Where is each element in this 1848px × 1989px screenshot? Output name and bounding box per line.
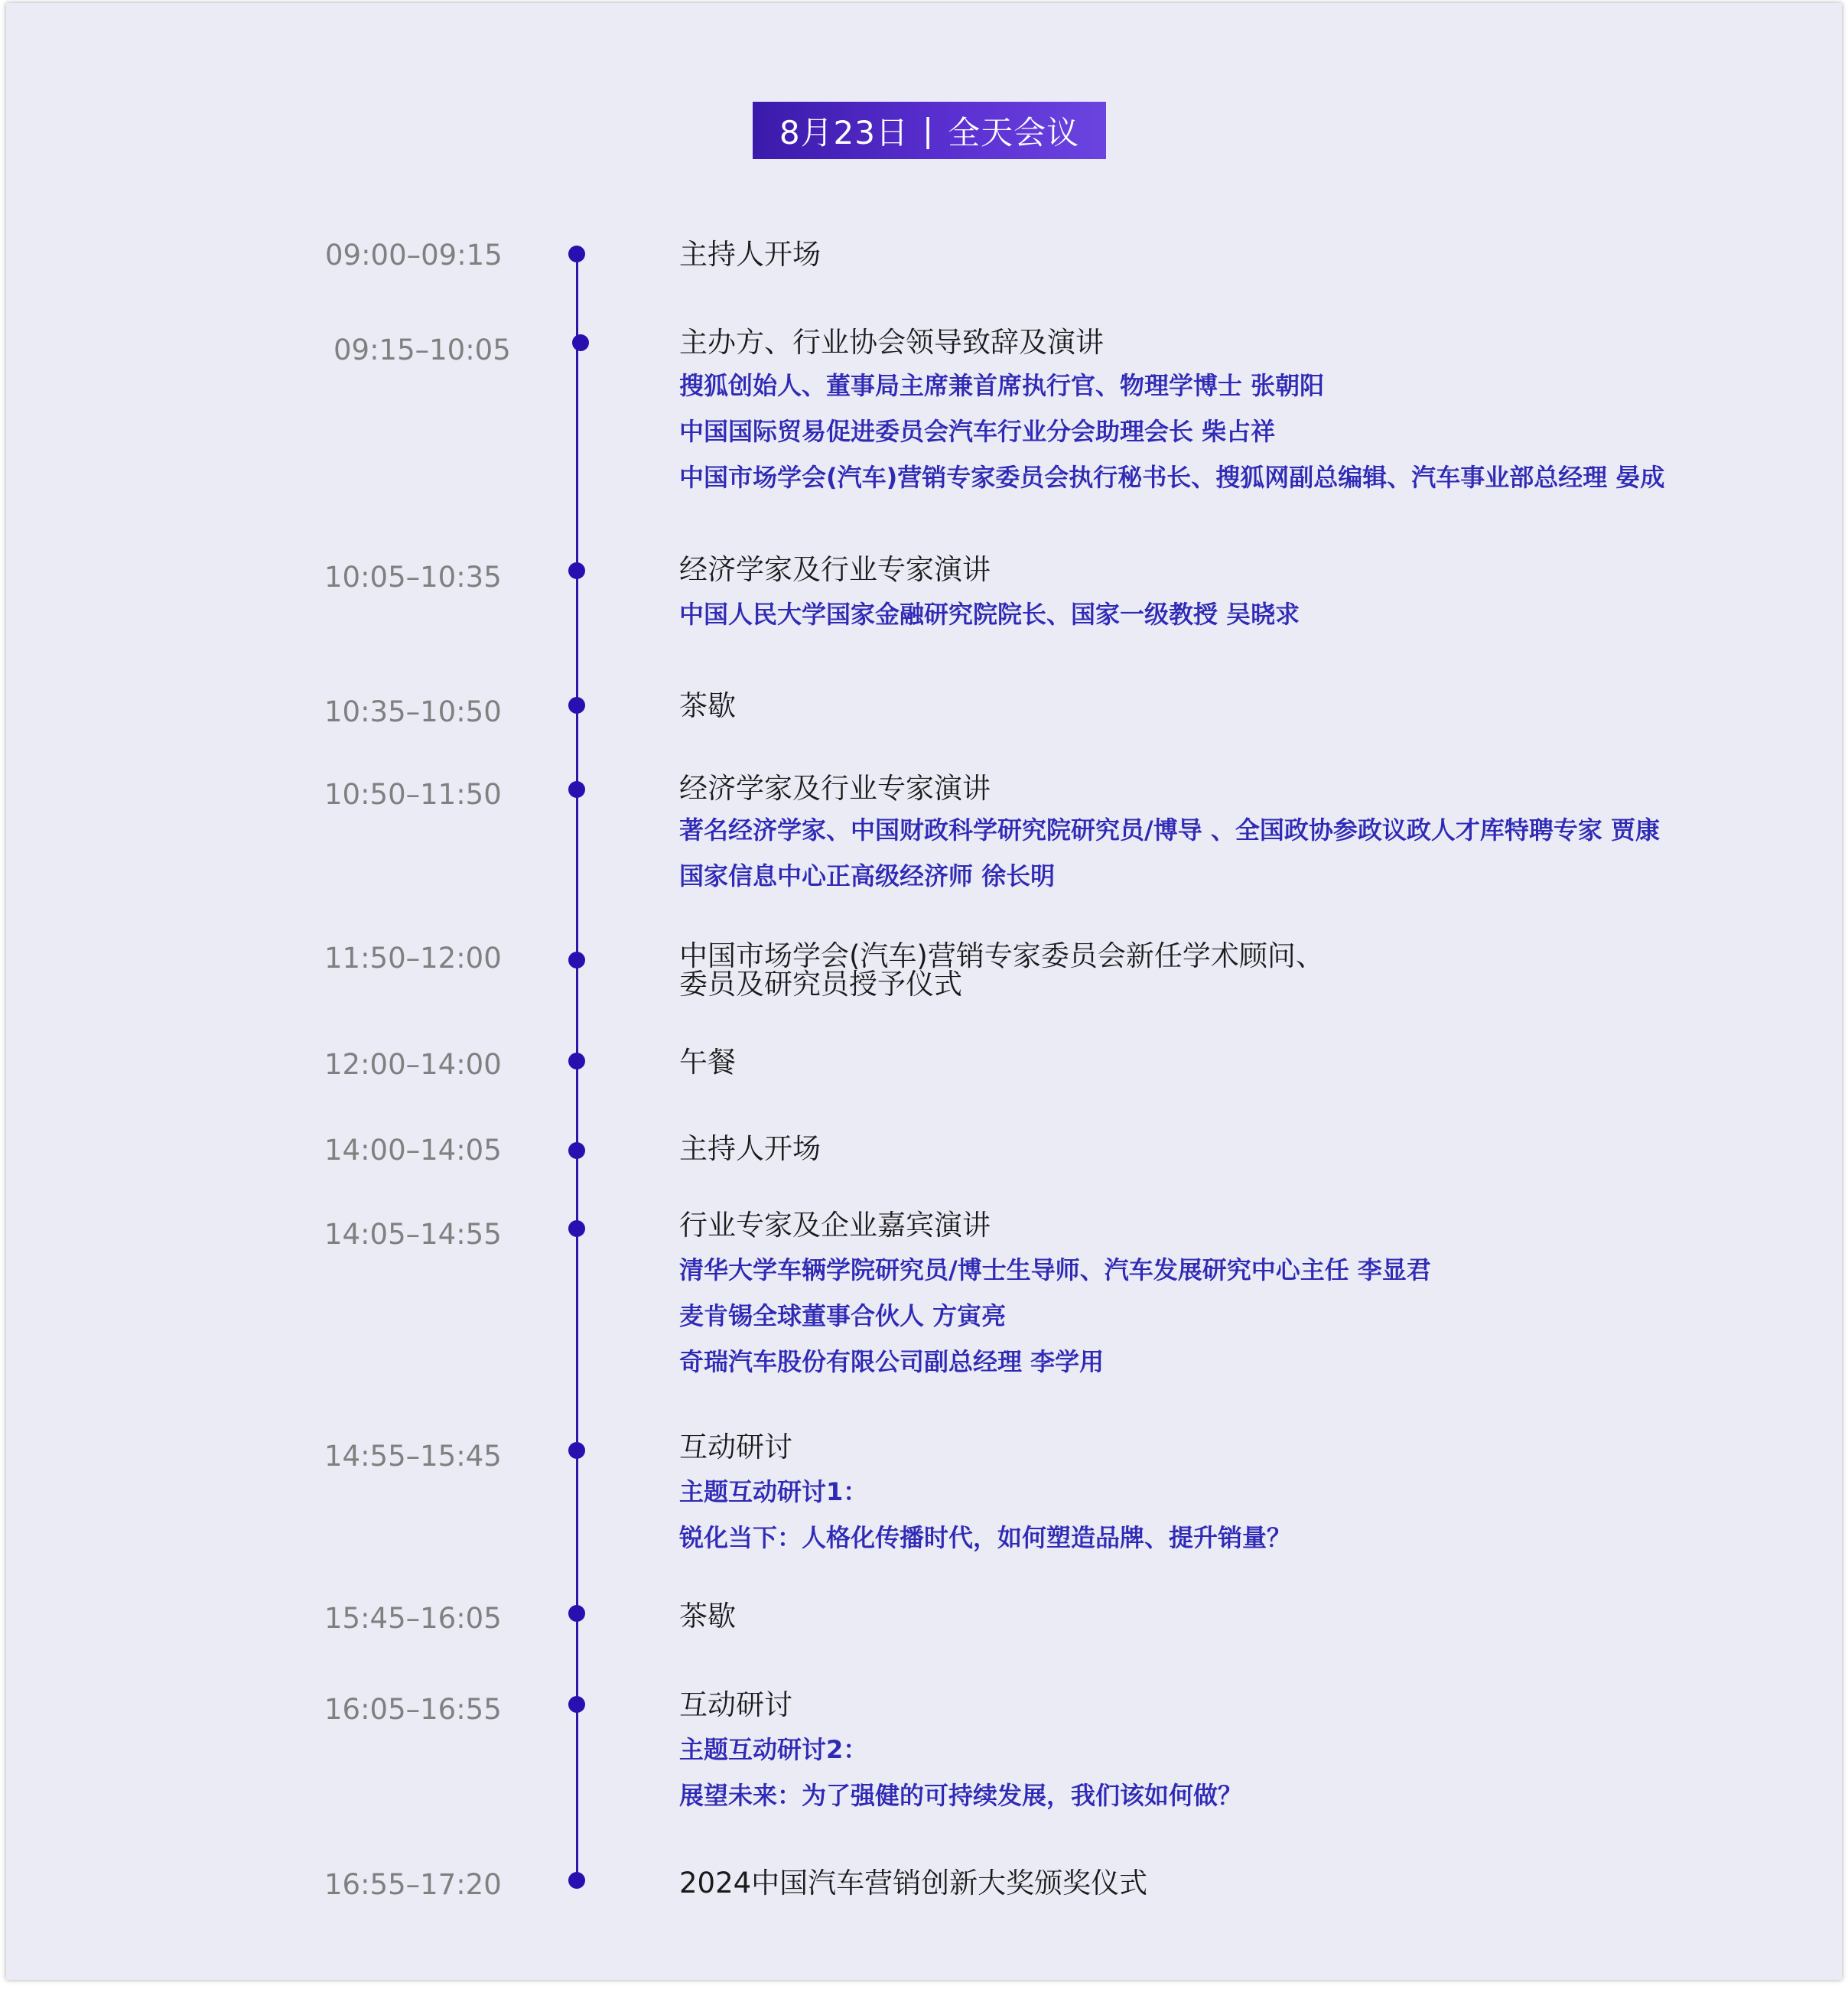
speaker-line: 主题互动研讨2： [679, 1735, 868, 1765]
banner-separator: | [922, 112, 935, 149]
session-title: 主办方、行业协会领导致辞及演讲 [679, 326, 1104, 359]
timeline-dot [572, 334, 589, 351]
session-title: 经济学家及行业专家演讲 [679, 553, 991, 586]
speaker-line: 著名经济学家、中国财政科学研究院研究员/博导 、全国政协参政议政人才库特聘专家 贾康 [679, 815, 1660, 845]
session-block [679, 327, 1781, 500]
session-block [679, 1431, 1781, 1561]
timeline-dot [568, 1220, 585, 1237]
session-title: 互动研讨 [679, 1688, 792, 1721]
session-title: 2024中国汽车营销创新大奖颁奖仪式 [679, 1867, 1148, 1899]
timeline-dot [568, 246, 585, 262]
session-block [679, 1047, 1781, 1078]
session-time: 15:45–16:05 [324, 1602, 502, 1635]
session-time: 10:50–11:50 [324, 778, 502, 811]
session-block [679, 1689, 1781, 1818]
timeline-dot [568, 1605, 585, 1622]
date-banner [753, 102, 1106, 159]
speaker-line: 中国国际贸易促进委员会汽车行业分会助理会长 柴占祥 [679, 417, 1276, 447]
session-title: 经济学家及行业专家演讲 [679, 772, 991, 805]
session-time: 09:00–09:15 [325, 239, 503, 272]
timeline-dot [568, 1442, 585, 1459]
session-block [679, 239, 1781, 270]
speaker-list [679, 807, 1781, 899]
session-time: 16:05–16:55 [324, 1693, 502, 1726]
session-block [679, 690, 1781, 721]
session-block [679, 1209, 1781, 1385]
session-title: 中国市场学会(汽车)营销专家委员会新任学术顾问、 [679, 939, 1324, 972]
speaker-list [679, 591, 1781, 637]
session-time: 11:50–12:00 [324, 942, 502, 975]
speaker-list [679, 1469, 1781, 1561]
session-title: 午餐 [679, 1046, 736, 1079]
timeline-dot [568, 697, 585, 714]
banner-date: 8月23日 [779, 113, 909, 151]
session-block [679, 939, 1781, 1001]
session-title: 主持人开场 [679, 238, 821, 271]
speaker-line: 搜狐创始人、董事局主席兼首席执行官、物理学博士 张朝阳 [679, 371, 1325, 401]
speaker-line: 奇瑞汽车股份有限公司副总经理 李学用 [679, 1347, 1105, 1377]
session-block [679, 1600, 1781, 1632]
speaker-line: 展望未来：为了强健的可持续发展，我们该如何做？ [679, 1781, 1243, 1811]
session-time: 10:35–10:50 [324, 695, 502, 728]
speaker-line: 主题互动研讨1： [679, 1477, 868, 1507]
timeline-dot [568, 1142, 585, 1159]
speaker-line: 中国人民大学国家金融研究院院长、国家一级教授 吴晓求 [679, 600, 1300, 630]
session-block [679, 554, 1781, 637]
session-title: 互动研讨 [679, 1431, 792, 1463]
session-block [679, 1133, 1781, 1164]
agenda-card [6, 3, 1842, 1980]
session-time: 16:55–17:20 [324, 1868, 502, 1901]
session-block [679, 1867, 1781, 1899]
speaker-line: 锐化当下：人格化传播时代，如何塑造品牌、提升销量？ [679, 1523, 1292, 1553]
session-title: 行业专家及企业嘉宾演讲 [679, 1209, 991, 1242]
timeline-dot [568, 1696, 585, 1713]
timeline-dot [568, 781, 585, 798]
speaker-line: 国家信息中心正高级经济师 徐长明 [679, 861, 1056, 891]
speaker-line: 清华大学车辆学院研究员/博士生导师、汽车发展研究中心主任 李显君 [679, 1255, 1431, 1285]
session-title-line2: 委员及研究员授予仪式 [679, 968, 962, 1001]
session-title: 茶歇 [679, 689, 736, 722]
session-time: 14:00–14:05 [324, 1134, 502, 1167]
speaker-list [679, 363, 1781, 500]
timeline-dot [568, 1872, 585, 1889]
speaker-line: 麦肯锡全球董事合伙人 方寅亮 [679, 1301, 1007, 1331]
session-block [679, 773, 1781, 899]
session-title: 主持人开场 [679, 1132, 821, 1165]
timeline-line [576, 256, 578, 1883]
session-time: 14:05–14:55 [324, 1218, 502, 1251]
session-time: 09:15–10:05 [333, 334, 511, 366]
speaker-line: 中国市场学会(汽车)营销专家委员会执行秘书长、搜狐网副总编辑、汽车事业部总经理 晏成 [679, 463, 1665, 493]
session-time: 14:55–15:45 [324, 1440, 502, 1473]
session-time: 12:00–14:00 [324, 1048, 502, 1081]
timeline-dot [568, 1053, 585, 1069]
timeline-dot [568, 562, 585, 579]
speaker-list [679, 1727, 1781, 1818]
session-title: 茶歇 [679, 1600, 736, 1633]
timeline-dot [568, 952, 585, 968]
session-time: 10:05–10:35 [324, 561, 502, 594]
banner-label: 全天会议 [948, 113, 1080, 151]
speaker-list [679, 1247, 1781, 1385]
